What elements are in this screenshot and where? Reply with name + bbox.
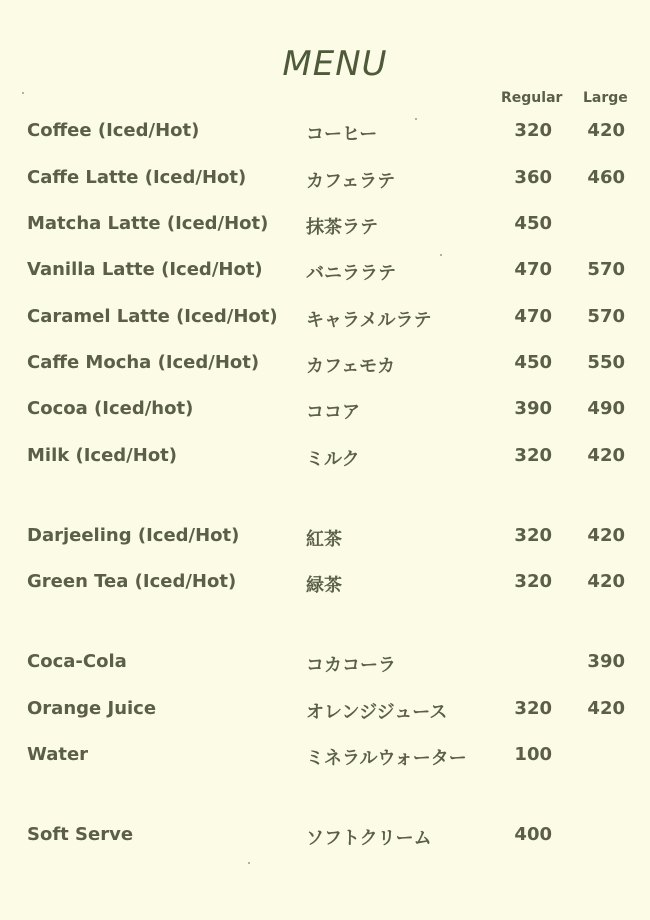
item-name-jp: 紅茶 [306,529,342,550]
item-name-jp: カフェモカ [306,356,396,377]
price-large: 490 [587,398,625,419]
item-name-en: Green Tea (Iced/Hot) [27,571,237,592]
price-regular: 390 [514,398,552,419]
menu-title: MENU [282,44,388,84]
item-name-jp: 抹茶ラテ [306,217,378,238]
price-regular: 360 [514,167,552,188]
menu-item-cocoa [0,398,650,424]
price-regular: 470 [514,259,552,280]
item-name-en: Matcha Latte (Iced/Hot) [27,213,269,234]
scan-speck [440,254,442,256]
price-regular: 450 [514,213,552,234]
item-name-en: Water [27,744,89,765]
item-name-en: Milk (Iced/Hot) [27,445,178,466]
menu-item-caramel-latte [0,306,650,332]
scan-speck [22,92,24,94]
menu-item-vanilla-latte [0,259,650,285]
item-name-jp: バニララテ [306,263,396,284]
item-name-en: Coffee (Iced/Hot) [27,120,200,141]
item-name-jp: コーヒー [306,124,378,145]
menu-item-water [0,744,650,770]
item-name-en: Caramel Latte (Iced/Hot) [27,306,278,327]
item-name-jp: ココア [306,402,360,423]
menu-item-milk [0,445,650,471]
price-regular: 320 [514,445,552,466]
price-regular: 320 [514,698,552,719]
menu-item-coffee [0,120,650,146]
regular-column-header: Regular [501,90,563,106]
item-name-en: Orange Juice [27,698,157,719]
item-name-en: Soft Serve [27,824,134,845]
price-regular: 100 [514,744,552,765]
price-regular: 320 [514,525,552,546]
menu-item-orange-juice [0,698,650,724]
item-name-en: Darjeeling (Iced/Hot) [27,525,240,546]
item-name-jp: キャラメルラテ [306,310,432,331]
item-name-en: Caffe Latte (Iced/Hot) [27,167,247,188]
price-regular: 450 [514,352,552,373]
item-name-en: Caffe Mocha (Iced/Hot) [27,352,260,373]
price-large: 420 [587,120,625,141]
menu-item-matcha-latte [0,213,650,239]
price-large: 390 [587,651,625,672]
scan-speck [415,118,417,120]
item-name-en: Cocoa (Iced/hot) [27,398,194,419]
menu-item-soft-serve [0,824,650,850]
price-large: 420 [587,571,625,592]
price-regular: 400 [514,824,552,845]
menu-item-caffe-mocha [0,352,650,378]
menu-item-darjeeling [0,525,650,551]
item-name-jp: ミルク [306,449,360,470]
price-regular: 320 [514,120,552,141]
item-name-jp: ソフトクリーム [306,828,432,849]
large-column-header: Large [583,90,628,106]
price-large: 570 [587,259,625,280]
menu-item-coca-cola [0,651,650,677]
item-name-jp: ミネラルウォーター [306,748,467,769]
scan-speck [248,862,250,864]
price-large: 420 [587,698,625,719]
item-name-en: Vanilla Latte (Iced/Hot) [27,259,263,280]
menu-item-caffe-latte [0,167,650,193]
price-regular: 470 [514,306,552,327]
item-name-jp: コカコーラ [306,655,396,676]
price-large: 420 [587,445,625,466]
menu-item-green-tea [0,571,650,597]
price-regular: 320 [514,571,552,592]
price-large: 460 [587,167,625,188]
item-name-jp: オレンジジュース [306,702,448,723]
item-name-jp: 緑茶 [306,575,342,596]
price-large: 570 [587,306,625,327]
price-large: 550 [587,352,625,373]
price-large: 420 [587,525,625,546]
item-name-jp: カフェラテ [306,171,396,192]
item-name-en: Coca-Cola [27,651,127,672]
